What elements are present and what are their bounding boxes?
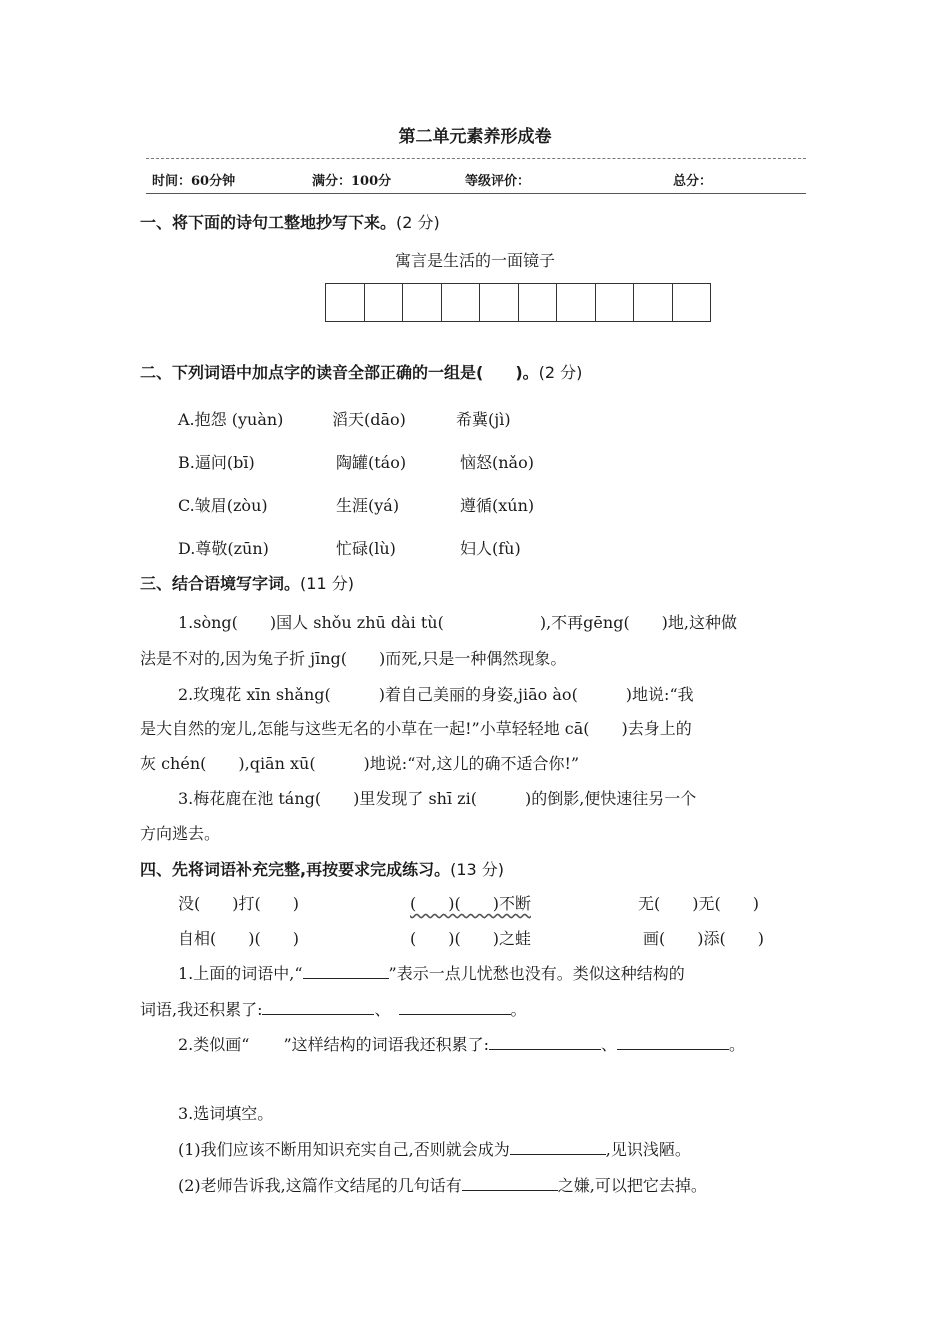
q4-s2-text-a: 2.类似画“ bbox=[178, 1035, 250, 1054]
idiom-3: 无( )无( ) bbox=[638, 894, 759, 913]
q3-line-7: 方向逃去。 bbox=[140, 824, 221, 843]
idiom-1: 没( )打( ) bbox=[178, 894, 299, 913]
header-divider-solid bbox=[146, 193, 806, 194]
option-b-word1[interactable]: B.逼问(bī) bbox=[178, 453, 255, 472]
q3-line-5: 灰 chén( ),qiān xū( )地说:“对,这儿的确不适合你!” bbox=[140, 754, 580, 773]
q4-s3-1-text-a: (1)我们应该不断用知识充实自己,否则就会成为 bbox=[178, 1140, 510, 1159]
option-a-word3: 希冀(jì) bbox=[456, 410, 511, 429]
q4-heading-text: 四、先将词语补充完整,再按要求完成练习。 bbox=[140, 860, 451, 879]
grid-cell[interactable] bbox=[673, 284, 711, 321]
q4-s1-text-a: 1.上面的词语中,“ bbox=[178, 964, 303, 983]
option-b-word2: 陶罐(táo) bbox=[336, 453, 407, 472]
q1-heading bbox=[140, 210, 440, 233]
q4-s1-text-b: ”表示一点儿忧愁也没有。类似这种结构的 bbox=[388, 964, 685, 983]
wavy-placeholder bbox=[249, 1035, 283, 1054]
grid-cell[interactable] bbox=[519, 284, 558, 321]
grid-cell[interactable] bbox=[557, 284, 596, 321]
q2-heading bbox=[140, 360, 582, 383]
grid-cell[interactable] bbox=[634, 284, 673, 321]
q4-points: (13 分) bbox=[450, 860, 505, 879]
idiom-5: ( )( )之蛙 bbox=[410, 929, 531, 948]
answer-blank[interactable] bbox=[617, 1033, 729, 1050]
q2-points: (2 分) bbox=[538, 363, 583, 382]
q4-s2-end: 。 bbox=[729, 1035, 746, 1054]
idiom-6: 画( )添( ) bbox=[643, 929, 764, 948]
q3-line-1: 1.sòng( )国人 shǒu zhū dài tù( ),不再gēng( )地,这种做 bbox=[178, 613, 738, 632]
option-c-word2: 生涯(yá) bbox=[336, 496, 400, 515]
grid-cell[interactable] bbox=[596, 284, 635, 321]
option-d-word2: 忙碌(lù) bbox=[336, 539, 396, 558]
header-divider-dashed bbox=[146, 158, 806, 159]
idiom-4: 自相( )( ) bbox=[178, 929, 299, 948]
q3-points: (11 分) bbox=[300, 574, 354, 593]
q2-heading-text: 二、下列词语中加点字的读音全部正确的一组是( )。 bbox=[140, 363, 539, 382]
grid-cell[interactable] bbox=[480, 284, 519, 321]
q4-s3-1-text-b: ,见识浅陋。 bbox=[605, 1140, 691, 1159]
option-a-word1[interactable]: A.抱怨 (yuàn) bbox=[178, 410, 284, 429]
answer-blank[interactable] bbox=[510, 1138, 606, 1155]
q4-heading bbox=[140, 857, 504, 880]
q1-heading-text: 一、将下面的诗句工整地抄写下来。 bbox=[140, 213, 397, 232]
q3-line-4: 是大自然的宠儿,怎能与这些无名的小草在一起!”小草轻轻地 cā( )去身上的 bbox=[140, 719, 692, 738]
q4-s1-sep: 、 bbox=[374, 1000, 391, 1019]
answer-blank[interactable] bbox=[462, 1174, 558, 1191]
grid-cell[interactable] bbox=[403, 284, 442, 321]
q3-line-6: 3.梅花鹿在池 táng( )里发现了 shī zi( )的倒影,便快速往另一个 bbox=[178, 789, 697, 808]
q4-s1-line2 bbox=[140, 997, 527, 1020]
option-c-word3: 遵循(xún) bbox=[460, 496, 535, 515]
idiom-2: ( )( )不断 bbox=[410, 894, 531, 913]
option-d-word3: 妇人(fù) bbox=[460, 539, 521, 558]
q4-s1-end: 。 bbox=[510, 1000, 527, 1019]
q3-line-2: 法是不对的,因为兔子折 jīng( )而死,只是一种偶然现象。 bbox=[140, 649, 567, 668]
q1-sentence: 寓言是生活的一面镜子 bbox=[394, 251, 555, 270]
q3-heading-text: 三、结合语境写字词。 bbox=[140, 574, 301, 593]
grid-cell[interactable] bbox=[442, 284, 481, 321]
answer-blank[interactable] bbox=[303, 962, 389, 979]
full-score-info: 满分：100分 bbox=[312, 174, 392, 189]
answer-blank[interactable] bbox=[399, 998, 511, 1015]
option-b-word3: 恼怒(nǎo) bbox=[460, 453, 534, 472]
q4-s3: 3.选词填空。 bbox=[178, 1104, 274, 1123]
q1-points: (2 分) bbox=[396, 213, 440, 232]
grade-label: 等级评价： bbox=[465, 174, 531, 189]
option-c-word1[interactable]: C.皱眉(zòu) bbox=[178, 496, 268, 515]
answer-blank[interactable] bbox=[489, 1033, 601, 1050]
writing-grid[interactable] bbox=[325, 283, 711, 322]
q4-s3-2-text-a: (2)老师告诉我,这篇作文结尾的几句话有 bbox=[178, 1176, 462, 1195]
time-info: 时间：60分钟 bbox=[152, 174, 236, 189]
q4-s2-sep: 、 bbox=[601, 1035, 618, 1054]
q4-s3-2-text-b: 之嫌,可以把它去掉。 bbox=[557, 1176, 707, 1195]
grid-cell[interactable] bbox=[326, 284, 365, 321]
q3-line-3: 2.玫瑰花 xīn shǎng( )着自己美丽的身姿,jiāo ào( )地说:“我 bbox=[178, 685, 694, 704]
q4-s2-text-b: ”这样结构的词语我还积累了: bbox=[283, 1035, 490, 1054]
option-d-word1[interactable]: D.尊敬(zūn) bbox=[178, 539, 269, 558]
page-title: 第二单元素养形成卷 bbox=[398, 127, 552, 147]
q4-s3-item1 bbox=[178, 1137, 691, 1160]
answer-blank[interactable] bbox=[262, 998, 374, 1015]
q4-s1-text-c: 词语,我还积累了: bbox=[140, 1000, 263, 1019]
q4-s3-item2 bbox=[178, 1173, 707, 1196]
grid-cell[interactable] bbox=[365, 284, 404, 321]
q4-s2-line bbox=[178, 1032, 745, 1055]
q4-s1-line1 bbox=[178, 961, 685, 984]
q3-heading bbox=[140, 571, 354, 594]
total-label: 总分： bbox=[673, 174, 713, 189]
option-a-word2: 滔天(dāo) bbox=[332, 410, 406, 429]
